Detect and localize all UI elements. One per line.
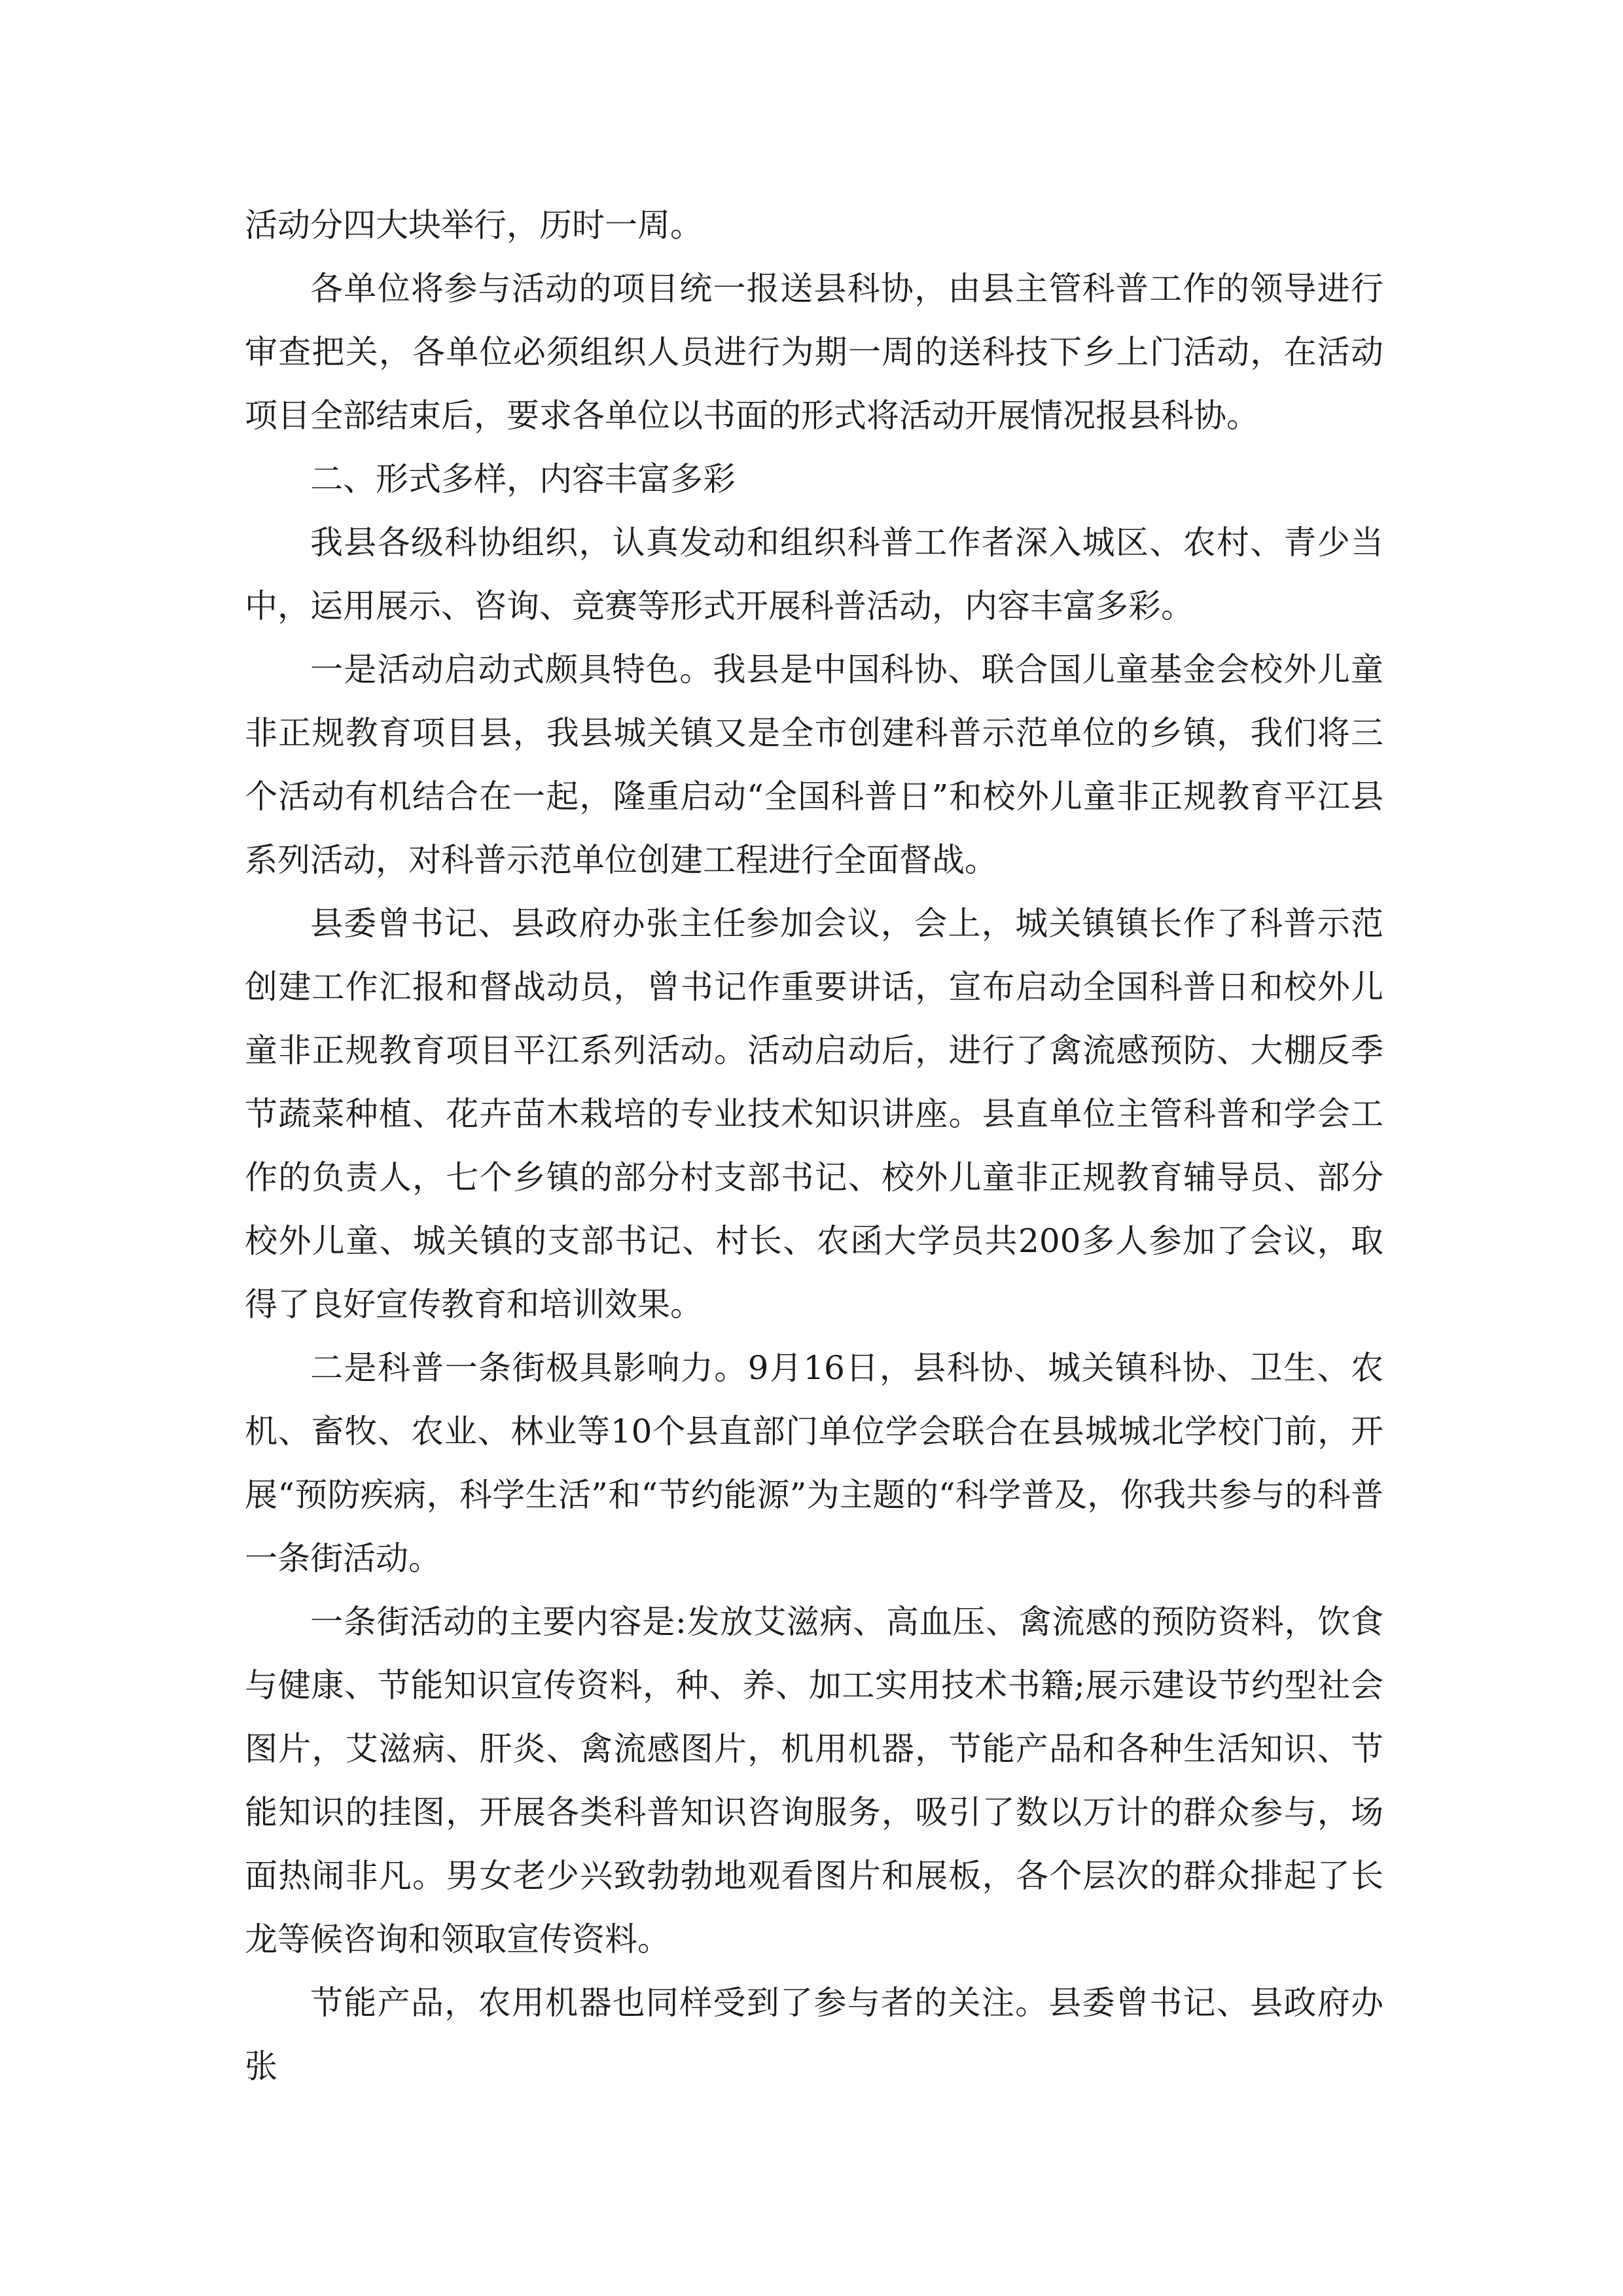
paragraph-overview: 我县各级科协组织，认真发动和组织科普工作者深入城区、农村、青少当中，运用展示、咨询、竞赛等形式开展科普活动，内容丰富多彩。: [245, 524, 1383, 625]
paragraph-energy-products: 节能产品，农用机器也同样受到了参与者的关注。县委曾书记、县政府办张: [245, 1984, 1383, 2085]
paragraph-continuation: 活动分四大块举行，历时一周。: [245, 206, 703, 244]
paragraph-science-street: 二是科普一条街极具影响力。9月16日，县科协、城关镇科协、卫生、农机、畜牧、农业、林业等10个县直部门单位学会联合在县城城北学校门前，开展“预防疾病，科学生活”和“节约能源”为主题的“科学普及，你我共参与的科普一条街活动。: [245, 1349, 1383, 1577]
paragraph-meeting: 县委曾书记、县政府办张主任参加会议，会上，城关镇镇长作了科普示范创建工作汇报和督战动员，曾书记作重要讲话，宣布启动全国科普日和校外儿童非正规教育项目平江系列活动。活动启动后，进行了禽流感预防、大棚反季节蔬菜种植、花卉苗木栽培的专业技术知识讲座。县直单位主管科普和学会工作的负责人，七个乡镇的部分村支部书记、校外儿童非正规教育辅导员、部分校外儿童、城关镇的支部书记、村长、农函大学员共200多人参加了会议，取得了良好宣传教育和培训效果。: [245, 905, 1383, 1323]
section-heading-two: 二、形式多样，内容丰富多彩: [310, 460, 736, 498]
paragraph-launch: 一是活动启动式颇具特色。我县是中国科协、联合国儿童基金会校外儿童非正规教育项目县，我县城关镇又是全市创建科普示范单位的乡镇，我们将三个活动有机结合在一起，隆重启动“全国科普日”和校外儿童非正规教育平江县系列活动，对科普示范单位创建工程进行全面督战。: [245, 651, 1383, 879]
paragraph-street-content: 一条街活动的主要内容是:发放艾滋病、高血压、禽流感的预防资料，饮食与健康、节能知识宣传资料，种、养、加工实用技术书籍;展示建设节约型社会图片，艾滋病、肝炎、禽流感图片，机用机器，节能产品和各种生活知识、节能知识的挂图，开展各类科普知识咨询服务，吸引了数以万计的群众参与，场面热闹非凡。男女老少兴致勃勃地观看图片和展板，各个层次的群众排起了长龙等候咨询和领取宣传资料。: [245, 1603, 1383, 1958]
paragraph-project-review: 各单位将参与活动的项目统一报送县科协，由县主管科普工作的领导进行审查把关，各单位必须组织人员进行为期一周的送科技下乡上门活动，在活动项目全部结束后，要求各单位以书面的形式将活动开展情况报县科协。: [245, 270, 1383, 435]
document-body: [245, 194, 1383, 2098]
